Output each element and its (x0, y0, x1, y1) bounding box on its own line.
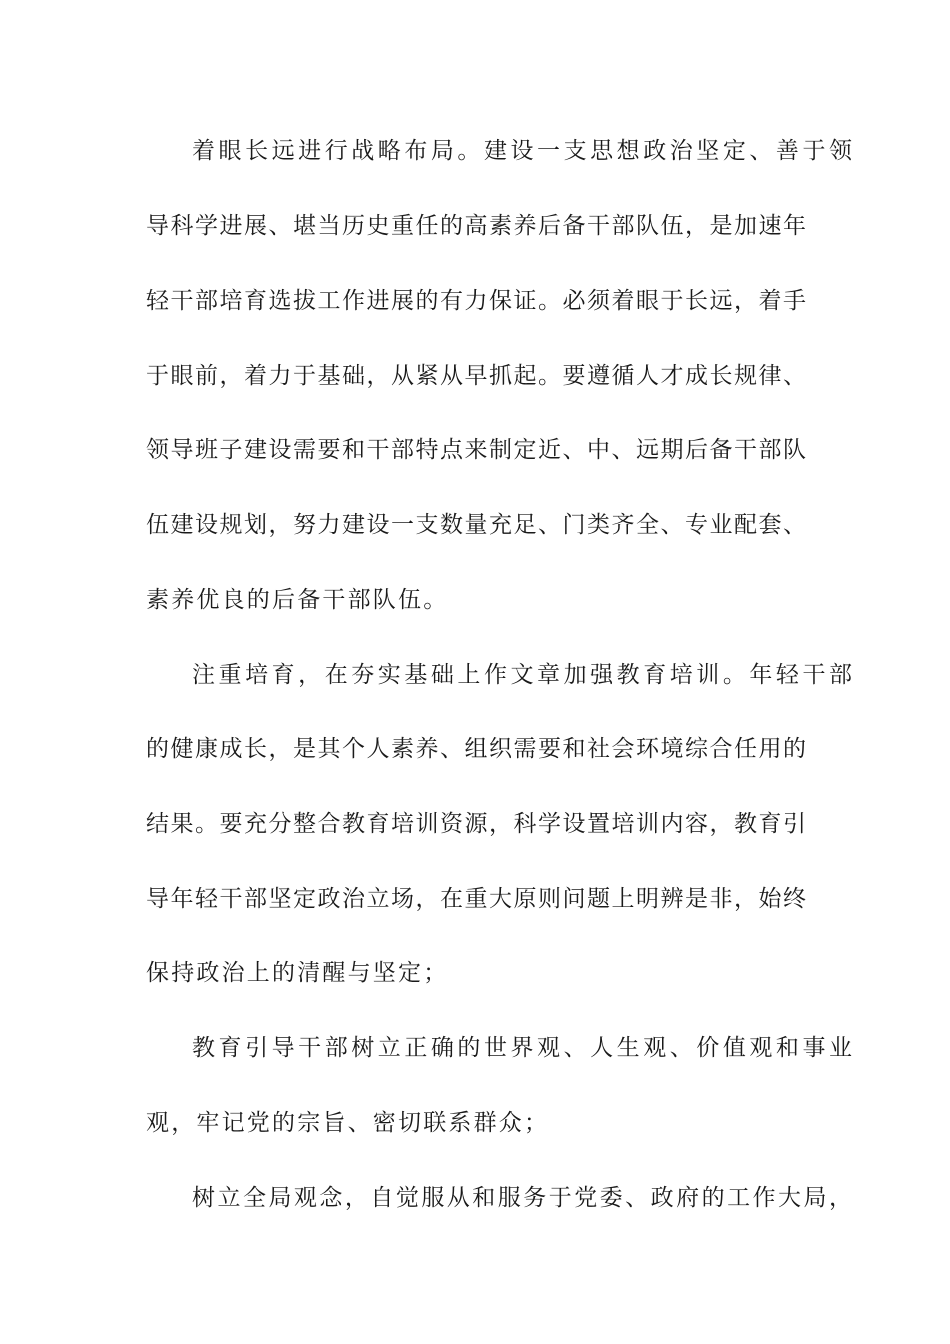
paragraph-2-line-3: 结果。要充分整合教育培训资源，科学设置培训内容，教育引 (146, 811, 806, 837)
paragraph-1-line-6: 伍建设规划，努力建设一支数量充足、门类齐全、专业配套、 (146, 512, 806, 538)
paragraph-1-line-1: 着眼长远进行战略布局。建设一支思想政治坚定、善于领 (192, 138, 852, 164)
paragraph-1-line-5: 领导班子建设需要和干部特点来制定近、中、远期后备干部队 (146, 437, 806, 463)
paragraph-1-line-7: 素养优良的后备干部队伍。 (146, 587, 449, 613)
paragraph-2-line-4: 导年轻干部坚定政治立场，在重大原则问题上明辨是非，始终 (146, 886, 806, 912)
paragraph-2-line-1: 注重培育，在夯实基础上作文章加强教育培训。年轻干部 (192, 662, 852, 688)
paragraph-3-line-2: 观，牢记党的宗旨、密切联系群众； (146, 1110, 550, 1136)
paragraph-3-line-1: 教育引导干部树立正确的世界观、人生观、价值观和事业 (192, 1035, 852, 1061)
paragraph-1-line-4: 于眼前，着力于基础，从紧从早抓起。要遵循人才成长规律、 (146, 363, 806, 389)
paragraph-2-line-5: 保持政治上的清醒与坚定； (146, 960, 449, 986)
paragraph-2-line-2: 的健康成长，是其个人素养、组织需要和社会环境综合任用的 (146, 736, 806, 762)
paragraph-1-line-3: 轻干部培育选拔工作进展的有力保证。必须着眼于长远，着手 (146, 288, 806, 314)
paragraph-1-line-2: 导科学进展、堪当历史重任的高素养后备干部队伍，是加速年 (146, 213, 806, 239)
paragraph-4-line-1: 树立全局观念，自觉服从和服务于党委、政府的工作大局， (192, 1185, 852, 1211)
